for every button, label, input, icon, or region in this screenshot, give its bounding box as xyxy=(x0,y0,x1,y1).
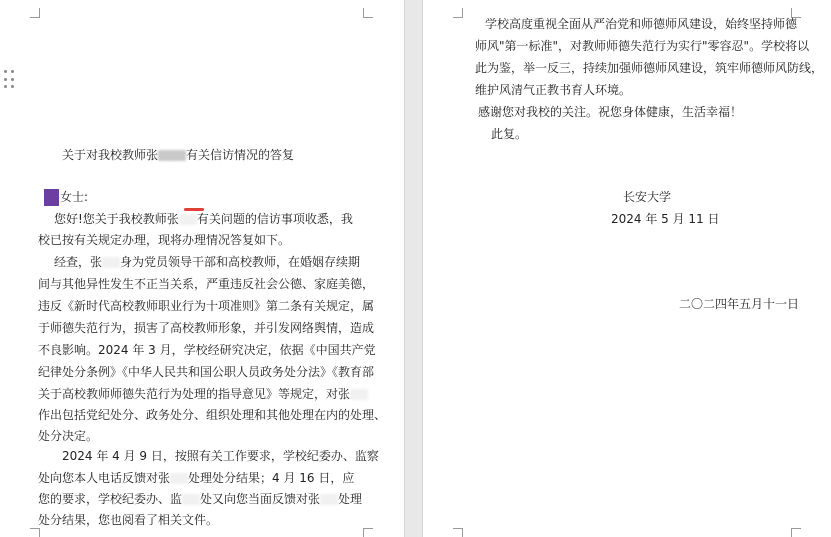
body-line: 不良影响。2024 年 3 月，学校经研究决定，依据《中国共产党 xyxy=(38,343,376,357)
page-corner-mark xyxy=(453,8,463,18)
redaction-mark xyxy=(170,473,188,484)
body-line: 关于高校教师师德失范行为处理的指导意见》等规定，对张 xyxy=(38,386,368,402)
page-gap xyxy=(404,0,423,537)
page-corner-mark xyxy=(791,528,801,537)
body-line: 作出包括党纪处分、政务处分、组织处理和其他处理在内的处理、 xyxy=(38,408,387,422)
body-line: 于师德失范行为，损害了高校教师形象，并引发网络舆情，造成 xyxy=(38,321,375,335)
letter-title: 关于对我校教师张 有关信访情况的答复 xyxy=(62,148,295,162)
signature-date-chinese: 二〇二四年五月十一日 xyxy=(679,297,800,311)
body-line: 纪律处分条例》《中华人民共和国公职人员政务处分法》《教育部 xyxy=(38,365,375,379)
redaction-mark xyxy=(182,494,200,505)
body-line: 处分结果，您也阅看了相关文件。 xyxy=(38,513,219,527)
page-corner-mark xyxy=(363,8,373,18)
body-line: 您的要求，学校纪委办、监 处又向您当面反馈对张 处理 xyxy=(38,492,363,506)
page-corner-mark xyxy=(30,8,40,18)
body-line: 2024 年 4 月 9 日，按照有关工作要求，学校纪委办、监察 xyxy=(62,449,379,463)
redaction-mark xyxy=(44,189,59,206)
signature-org: 长安大学 xyxy=(623,190,672,204)
drag-handle-icon[interactable] xyxy=(4,70,16,90)
document-page-left xyxy=(0,0,404,537)
page-corner-mark xyxy=(453,528,463,537)
body-line: 经查，张 身为党员领导干部和高校教师，在婚姻存续期 xyxy=(54,255,361,269)
body-line: 感谢您对我校的关注。祝您身体健康，生活幸福！ xyxy=(478,105,743,119)
body-line: 师风"第一标准"，对教师师德失范行为实行"零容忍"。学校将以 xyxy=(475,39,810,53)
redaction-mark xyxy=(320,494,338,505)
body-line: 处分决定。 xyxy=(38,429,99,443)
salutation: 女士: xyxy=(44,189,88,206)
signature-date: 2024 年 5 月 11 日 xyxy=(611,212,720,226)
redaction-mark xyxy=(158,150,186,161)
body-line: 此为鉴，举一反三，持续加强师德师风建设，筑牢师德师风防线， xyxy=(475,61,824,75)
redaction-mark xyxy=(102,257,120,268)
document-page-right xyxy=(423,0,831,537)
redaction-mark xyxy=(179,214,197,225)
page-corner-mark xyxy=(363,528,373,537)
body-line: 维护风清气正教书育人环境。 xyxy=(475,83,632,97)
redaction-mark xyxy=(350,389,368,400)
body-line: 间与其他异性发生不正当关系，严重违反社会公德、家庭美德， xyxy=(38,277,375,291)
body-line: 校已按有关规定办理，现将办理情况答复如下。 xyxy=(38,233,291,247)
page-corner-mark xyxy=(30,528,40,537)
body-line: 您好!您关于我校教师张 有关问题的信访事项收悉，我 xyxy=(54,212,353,226)
body-line: 违反《新时代高校教师职业行为十项准则》第二条有关规定，属 xyxy=(38,299,375,313)
body-line: 处向您本人电话反馈对张 处理处分结果；4 月 16 日，应 xyxy=(38,471,355,485)
body-line: 此复。 xyxy=(491,127,528,141)
body-line: 学校高度重视全面从严治党和师德师风建设，始终坚持师德 xyxy=(485,17,798,31)
